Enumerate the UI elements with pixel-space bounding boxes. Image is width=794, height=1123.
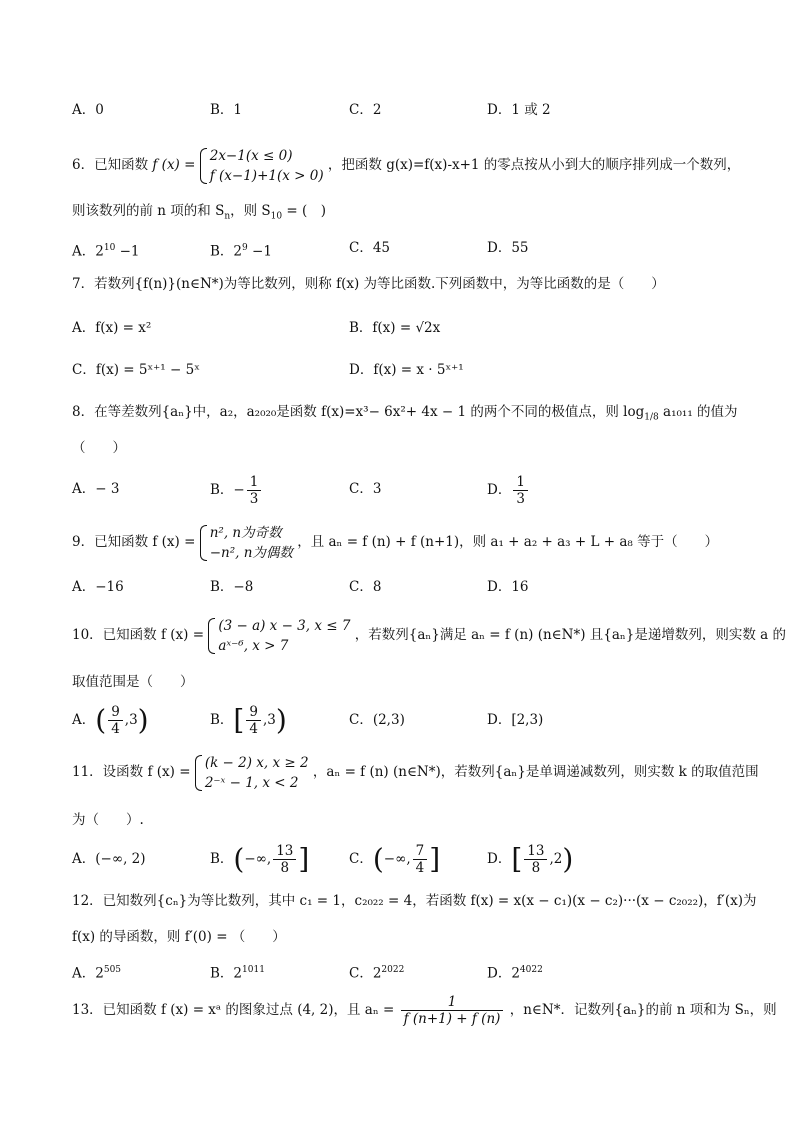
q10-b-tail: ,3 bbox=[262, 712, 276, 728]
q13-num: 1 bbox=[401, 994, 504, 1011]
q11-d-den: 8 bbox=[531, 860, 541, 876]
q10-option-d: D．[2,3) bbox=[487, 712, 544, 728]
q11-suffix: ，aₙ = f (n) (n∈N*)，若数列{aₙ}是单调递减数列，则实数 k 的取值范围 bbox=[312, 764, 759, 780]
q8-b-fraction bbox=[247, 474, 262, 507]
q6-case-2: f (x−1)+1(x > 0) bbox=[209, 167, 324, 184]
q8-option-b bbox=[210, 474, 263, 507]
q10-options bbox=[0, 703, 794, 737]
q7-option-c: C．f(x) = 5ˣ⁺¹ − 5ˣ bbox=[72, 362, 200, 378]
q7-options-row2 bbox=[0, 358, 794, 382]
q6-sub-10: 10 bbox=[270, 211, 283, 222]
q10-option-a: A．( $\frac{9}{4}$ ,3) bbox=[72, 703, 149, 737]
q13-fraction bbox=[401, 994, 504, 1027]
q11-option-c: C．(−∞, $\frac{7}{4}$ ] bbox=[349, 842, 441, 876]
q8-option-d bbox=[487, 474, 530, 507]
q6-sub-n: n bbox=[224, 211, 231, 222]
q8-d-num: 1 bbox=[513, 474, 528, 491]
q8-b-den: 3 bbox=[249, 491, 259, 507]
q5-options bbox=[0, 98, 794, 122]
q11-stem bbox=[72, 750, 759, 794]
q6-b-sup: 9 bbox=[242, 243, 248, 253]
q8-option-c: C．3 bbox=[349, 481, 382, 497]
q11-b-lead: −∞, bbox=[244, 851, 272, 867]
q10-case-2: aˣ⁻⁶, x > 7 bbox=[218, 637, 289, 654]
q6-line2-tail: = ( ) bbox=[282, 203, 327, 219]
q8-d-fraction bbox=[513, 474, 528, 507]
q6-b-tail: −1 bbox=[247, 243, 272, 260]
q11-options bbox=[0, 842, 794, 876]
q7-option-d: D．f(x) = x · 5ˣ⁺¹ bbox=[349, 362, 464, 378]
q12-b-sup: 1011 bbox=[242, 965, 265, 975]
q6-options bbox=[0, 236, 794, 260]
q6-prefix: 6．已知函数 bbox=[72, 157, 149, 173]
q6-piecewise bbox=[200, 146, 324, 186]
q7-option-b: B．f(x) = √2x bbox=[349, 320, 441, 336]
q12-stem: 12．已知数列{cₙ}为等比数列，其中 c₁ = 1，c₂₀₂₂ = 4，若函数 f(x) = x(x − c₁)(x − c₂)···(x − c₂₀₂₂)，f′(x)为 bbox=[72, 893, 757, 909]
q12-b-base: B．2 bbox=[210, 965, 243, 982]
q10-a-tail: ,3 bbox=[124, 712, 138, 728]
q5-option-a: A．0 bbox=[72, 102, 104, 118]
q11-c-num: 7 bbox=[413, 843, 428, 860]
q8-d-den: 3 bbox=[516, 491, 525, 507]
q9-piecewise bbox=[200, 523, 293, 563]
q6-fname: f (x) = bbox=[152, 157, 196, 173]
q11-b-prefix: B． bbox=[210, 851, 234, 867]
q6-option-c: C．45 bbox=[349, 240, 391, 256]
q6-line2-end: ，则 S bbox=[230, 203, 271, 219]
q11-case-2: 2⁻ˣ − 1, x < 2 bbox=[204, 774, 299, 791]
q8-options bbox=[0, 474, 794, 507]
q13-stem bbox=[72, 990, 777, 1030]
q10-option-c: C．(2,3) bbox=[349, 712, 405, 728]
q10-stem bbox=[72, 613, 786, 657]
q12-option-d bbox=[487, 958, 543, 986]
q10-prefix: 10．已知函数 f (x) = bbox=[72, 627, 205, 643]
q11-option-a: A．(−∞, 2) bbox=[72, 851, 146, 867]
q6-option-a bbox=[72, 236, 140, 264]
q11-prefix: 11．设函数 f (x) = bbox=[72, 764, 191, 780]
q11-option-b: B．(−∞, $\frac{13}{8}$ ] bbox=[210, 842, 310, 876]
q9-option-c: C．8 bbox=[349, 579, 382, 595]
q11-c-fraction bbox=[413, 843, 428, 876]
q12-options bbox=[0, 958, 794, 982]
q10-a-den: 4 bbox=[111, 721, 120, 737]
q9-option-d: D．16 bbox=[487, 579, 529, 595]
q9-options bbox=[0, 575, 794, 599]
q13-prefix: 13．已知函数 f (x) = xᵃ 的图象过点 (4, 2)，且 aₙ = bbox=[72, 1002, 395, 1018]
q10-a-num: 9 bbox=[108, 704, 123, 721]
q6-mid: ，把函数 g(x)=f(x)-x+1 的零点按从小到大的顺序排列成一个数列， bbox=[327, 157, 741, 173]
q10-stem-line2: 取值范围是（ ） bbox=[72, 674, 194, 690]
q8-log-base: 1/8 bbox=[644, 412, 659, 423]
q11-d-num: 13 bbox=[524, 843, 547, 860]
q10-b-prefix: B． bbox=[210, 712, 234, 728]
q12-d-sup: 4022 bbox=[519, 965, 543, 975]
q6-stem-line2 bbox=[72, 199, 326, 229]
q7-option-a: A．f(x) = x² bbox=[72, 320, 152, 336]
q11-piecewise bbox=[195, 753, 309, 793]
q11-b-num: 13 bbox=[273, 843, 296, 860]
q10-b-fraction bbox=[246, 704, 261, 737]
q9-prefix: 9．已知函数 f (x) = bbox=[72, 534, 196, 550]
q13-den: f (n+1) + f (n) bbox=[403, 1011, 501, 1027]
q12-c-sup: 2022 bbox=[381, 965, 405, 975]
q9-case-1: n², n为奇数 bbox=[209, 524, 282, 541]
q8-text: 8．在等差数列{aₙ}中，a₂，a₂₀₂₀是函数 f(x)=x³− 6x²+ 4x − 1 的两个不同的极值点，则 log bbox=[72, 404, 645, 420]
q6-case-1: 2x−1(x ≤ 0) bbox=[209, 147, 293, 164]
q8-b-prefix: B．− bbox=[210, 482, 245, 498]
q10-a-fraction bbox=[108, 704, 123, 737]
q8-option-a: A．− 3 bbox=[72, 481, 120, 497]
q9-option-b: B．−8 bbox=[210, 579, 254, 595]
q10-a-prefix: A． bbox=[72, 712, 96, 728]
q11-b-den: 8 bbox=[280, 860, 290, 876]
q10-case-1: (3 − a) x − 3, x ≤ 7 bbox=[218, 617, 351, 634]
q11-d-prefix: D． bbox=[487, 851, 512, 867]
q10-suffix: ，若数列{aₙ}满足 aₙ = f (n) (n∈N*) 且{aₙ}是递增数列，则实数 a 的 bbox=[354, 627, 786, 643]
q6-a-base: A．2 bbox=[72, 243, 104, 260]
q8-text-end: a₁₀₁₁ 的值为 bbox=[658, 404, 738, 420]
q8-stem bbox=[72, 400, 738, 430]
q12-a-sup: 505 bbox=[103, 965, 122, 975]
q11-d-fraction bbox=[524, 843, 547, 876]
q11-option-d: D．[ $\frac{13}{8}$ ,2) bbox=[487, 842, 574, 876]
q8-b-num: 1 bbox=[247, 474, 262, 491]
q7-options-row1 bbox=[0, 316, 794, 340]
q10-b-den: 4 bbox=[249, 721, 258, 737]
q5-option-c: C．2 bbox=[349, 102, 382, 118]
q6-option-d: D．55 bbox=[487, 240, 529, 256]
q10-b-num: 9 bbox=[246, 704, 261, 721]
q9-case-2: −n², n为偶数 bbox=[209, 544, 293, 561]
q9-option-a: A．−16 bbox=[72, 579, 124, 595]
q11-c-prefix: C． bbox=[349, 851, 373, 867]
q6-a-sup: 10 bbox=[103, 243, 116, 253]
q11-stem-line2: 为（ ）. bbox=[72, 812, 144, 828]
q12-stem-line2: f(x) 的导函数，则 f′(0) = （ ） bbox=[72, 929, 286, 945]
q10-piecewise bbox=[208, 616, 350, 656]
q6-stem bbox=[72, 143, 740, 187]
q9-stem bbox=[72, 520, 718, 564]
q7-stem: 7．若数列{f(n)}(n∈N*)为等比数列，则称 f(x) 为等比函数.下列函数中，为等比函数的是（ ） bbox=[72, 276, 665, 292]
q11-c-den: 4 bbox=[415, 860, 425, 876]
q13-suffix: ，n∈N*．记数列{aₙ}的前 n 项和为 Sₙ，则 bbox=[509, 1002, 777, 1018]
q10-option-b: B．[ $\frac{9}{4}$ ,3) bbox=[210, 703, 287, 737]
q5-option-d: D．1 或 2 bbox=[487, 102, 551, 118]
q6-a-tail: −1 bbox=[115, 243, 140, 260]
q12-c-base: C．2 bbox=[349, 965, 382, 982]
q11-d-tail: ,2 bbox=[549, 851, 563, 867]
q6-option-b bbox=[210, 236, 272, 264]
q6-b-base: B．2 bbox=[210, 243, 243, 260]
q12-option-b bbox=[210, 958, 265, 986]
q12-a-base: A．2 bbox=[72, 965, 104, 982]
q12-d-base: D．2 bbox=[487, 965, 520, 982]
q12-option-c bbox=[349, 958, 404, 986]
q6-line2-text: 则该数列的前 n 项的和 S bbox=[72, 203, 225, 219]
q9-suffix: ，且 aₙ = f (n) + f (n+1)，则 a₁ + a₂ + a₃ + L + a₈ 等于（ ） bbox=[297, 534, 719, 550]
q8-d-prefix: D． bbox=[487, 482, 512, 498]
q11-c-lead: −∞, bbox=[383, 851, 411, 867]
q5-option-b: B．1 bbox=[210, 102, 243, 118]
q11-b-fraction bbox=[273, 843, 296, 876]
q11-case-1: (k − 2) x, x ≥ 2 bbox=[204, 754, 309, 771]
q12-option-a bbox=[72, 958, 121, 986]
q8-stem-line2: （ ） bbox=[72, 440, 126, 456]
